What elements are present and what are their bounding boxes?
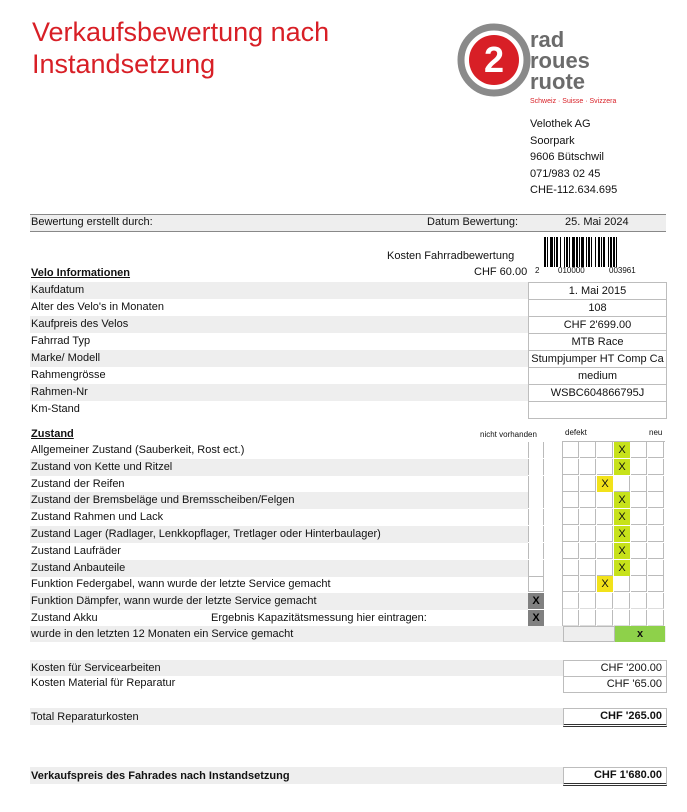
rating-cell[interactable] (631, 476, 647, 492)
velo-row-label: Km-Stand (31, 403, 80, 415)
service-cost-label: Kosten für Servicearbeiten (31, 662, 161, 674)
rating-cell[interactable] (631, 459, 647, 475)
col-not-available: nicht vorhanden (480, 430, 537, 439)
rating-cell[interactable] (563, 492, 579, 508)
rating-cell[interactable] (631, 492, 647, 508)
velo-row-label: Rahmen-Nr (31, 386, 88, 398)
rating-cell[interactable] (580, 509, 596, 525)
rating-cell[interactable] (648, 442, 664, 458)
not-available-checkbox[interactable] (528, 476, 544, 492)
barcode-bar (544, 237, 546, 267)
rating-cell[interactable] (648, 593, 664, 609)
rating-cell[interactable] (631, 593, 647, 609)
barcode-bar (566, 237, 568, 267)
condition-row-label: Funktion Dämpfer, wann wurde der letzte Service gemacht (31, 595, 317, 607)
barcode-number-left: 2 (535, 266, 540, 275)
not-available-checkbox[interactable] (528, 459, 544, 475)
address-line: Velothek AG (530, 118, 591, 130)
rating-cell[interactable] (580, 459, 596, 475)
rating-grid-top-border (563, 441, 665, 442)
rating-mark[interactable]: X (597, 576, 613, 592)
condition-row-label: Zustand Lager (Radlager, Lenkkopflager, Tretlager oder Hinterbaulager) (31, 528, 381, 540)
velo-info-heading: Velo Informationen (31, 267, 131, 279)
rating-cell[interactable] (648, 543, 664, 559)
rating-cell[interactable] (631, 509, 647, 525)
rating-mark[interactable]: X (614, 526, 630, 542)
rating-cell[interactable] (580, 492, 596, 508)
rating-cell[interactable] (597, 560, 613, 576)
rating-cell[interactable] (597, 543, 613, 559)
rating-cell[interactable] (563, 543, 579, 559)
barcode-number-right: 003961 (609, 266, 636, 275)
rating-cell[interactable] (631, 526, 647, 542)
rating-mark[interactable]: X (614, 492, 630, 508)
logo-digit: 2 (483, 39, 505, 80)
rating-cell[interactable] (648, 509, 664, 525)
address-line: CHE-112.634.695 (530, 184, 618, 196)
rating-cell[interactable] (648, 459, 664, 475)
barcode-bar (556, 237, 558, 267)
col-new: neu (649, 428, 663, 437)
velo-row-label: Marke/ Modell (31, 352, 101, 364)
barcode-bar (550, 237, 553, 267)
not-available-checkbox[interactable] (528, 442, 544, 458)
address-line: Soorpark (530, 134, 575, 147)
title-line-1: Verkaufsbewertung nach (32, 17, 330, 47)
sale-price-label: Verkaufspreis des Fahrades nach Instandsetzung (31, 770, 290, 782)
barcode-bar (598, 237, 600, 267)
rating-cell[interactable] (563, 459, 579, 475)
not-available-checkbox[interactable]: X (528, 593, 544, 609)
material-cost-label: Kosten Material für Reparatur (31, 677, 176, 689)
rating-cell[interactable] (614, 476, 630, 492)
barcode-bar (588, 237, 590, 267)
rating-cell[interactable] (648, 610, 664, 626)
logo-word-ruote: ruote (530, 69, 585, 94)
condition-heading: Zustand (31, 428, 74, 440)
barcode-bar (576, 237, 578, 267)
logo-word-roues: roues (530, 48, 590, 73)
rating-mark[interactable]: X (614, 459, 630, 475)
barcode-bar (603, 237, 605, 267)
barcode-bar (569, 237, 570, 267)
rating-cell[interactable] (648, 476, 664, 492)
not-available-checkbox[interactable] (528, 526, 544, 542)
title-line-2: Instandsetzung (32, 49, 216, 79)
rating-cell[interactable] (563, 442, 579, 458)
barcode-bar (601, 237, 602, 267)
barcode-bar (591, 237, 592, 267)
rating-cell[interactable] (631, 543, 647, 559)
rating-cell[interactable] (580, 593, 596, 609)
service-cost-value[interactable]: CHF '200.00 (563, 660, 667, 677)
cost-evaluation-value: CHF 60.00 (474, 266, 528, 278)
rating-cell[interactable] (614, 610, 630, 626)
rating-cell[interactable] (563, 593, 579, 609)
rating-cell[interactable] (563, 560, 579, 576)
rating-cell[interactable] (563, 476, 579, 492)
velo-row-value[interactable]: MTB Race (528, 333, 667, 351)
not-available-checkbox[interactable] (528, 560, 544, 576)
page-title (32, 16, 329, 80)
not-available-checkbox[interactable] (528, 576, 544, 592)
rating-cell[interactable] (580, 560, 596, 576)
rating-cell[interactable] (563, 509, 579, 525)
date-value[interactable]: 25. Mai 2024 (565, 216, 629, 228)
condition-row-label: Funktion Federgabel, wann wurde der letzte Service gemacht (31, 578, 331, 590)
akku-note: Ergebnis Kapazitätsmessung hier eintragen: (211, 612, 427, 624)
velo-row-label: Alter des Velo's in Monaten (31, 301, 164, 313)
company-logo (456, 22, 636, 108)
rating-mark[interactable]: X (614, 560, 630, 576)
velo-row-value[interactable]: 1. Mai 2015 (528, 282, 667, 300)
velo-row-value[interactable]: medium (528, 367, 667, 385)
condition-row-label: Zustand von Kette und Ritzel (31, 461, 173, 473)
rating-cell[interactable] (597, 610, 613, 626)
rating-cell[interactable] (580, 442, 596, 458)
barcode-bar (608, 237, 609, 267)
total-cost-label: Total Reparaturkosten (31, 711, 139, 723)
rating-cell[interactable] (648, 526, 664, 542)
barcode-bar (547, 237, 548, 267)
velo-row-value[interactable]: CHF 2'699.00 (528, 316, 667, 334)
condition-row-label: Allgemeiner Zustand (Sauberkeit, Rost ect.) (31, 444, 245, 456)
velo-row-label: Fahrrad Typ (31, 335, 91, 347)
not-available-checkbox[interactable] (528, 543, 544, 559)
rating-cell[interactable] (631, 442, 647, 458)
rating-mark[interactable]: X (614, 509, 630, 525)
barcode-bar (564, 237, 565, 267)
condition-row-label: Zustand der Reifen (31, 478, 125, 490)
service-label: wurde in den letzten 12 Monaten ein Service gemacht (31, 628, 294, 640)
not-available-checkbox[interactable]: X (528, 610, 544, 626)
rating-cell[interactable] (597, 492, 613, 508)
barcode-bar (595, 237, 596, 267)
rating-cell[interactable] (580, 476, 596, 492)
rating-cell[interactable] (648, 576, 664, 592)
rating-cell[interactable] (580, 576, 596, 592)
rating-mark[interactable]: X (614, 442, 630, 458)
address-line: 9606 Bütschwil (530, 151, 604, 163)
service-mark[interactable]: x (615, 626, 665, 642)
company-address (530, 116, 617, 199)
rating-cell[interactable] (597, 459, 613, 475)
rating-cell[interactable] (597, 442, 613, 458)
rating-cell[interactable] (597, 526, 613, 542)
velo-row-value[interactable] (528, 401, 667, 419)
barcode-bar (616, 237, 617, 267)
barcode-bar (572, 237, 575, 267)
velo-row-value[interactable]: 108 (528, 299, 667, 317)
not-available-checkbox[interactable] (528, 509, 544, 525)
address-line: 071/983 02 45 (530, 167, 601, 180)
condition-row-label: Zustand Laufräder (31, 545, 121, 557)
rating-mark[interactable]: X (614, 543, 630, 559)
condition-row-label: Zustand Rahmen und Lack (31, 511, 164, 523)
not-available-checkbox[interactable] (528, 492, 544, 508)
service-empty-cell[interactable] (563, 626, 615, 642)
rating-cell[interactable] (631, 560, 647, 576)
rating-cell[interactable] (597, 593, 613, 609)
rating-grid-left-border (562, 441, 563, 626)
condition-row-label: Zustand Anbauteile (31, 562, 126, 574)
velo-row-label: Rahmengrösse (31, 369, 106, 381)
rating-cell[interactable] (580, 526, 596, 542)
barcode-bar (613, 237, 615, 267)
rating-cell[interactable] (580, 543, 596, 559)
cost-evaluation-label: Kosten Fahrradbewertung (387, 250, 515, 262)
barcode-bar (581, 237, 584, 267)
logo-tagline: Schweiz · Suisse · Svizzera (530, 98, 617, 105)
barcode-bar (554, 237, 555, 267)
rating-cell[interactable] (648, 560, 664, 576)
velo-row-value[interactable]: WSBC604866795J (528, 384, 667, 402)
rating-cell[interactable] (563, 610, 579, 626)
created-by-label: Bewertung erstellt durch: (31, 216, 153, 228)
velo-row-label: Kaufdatum (31, 284, 85, 296)
barcode-bar (586, 237, 587, 267)
barcode-bar (560, 237, 561, 267)
rating-cell[interactable] (597, 509, 613, 525)
barcode-bar (579, 237, 580, 267)
rating-cell[interactable] (614, 576, 630, 592)
barcode-number-mid: 010000 (558, 266, 585, 275)
col-defect: defekt (565, 428, 587, 437)
rating-cell[interactable] (648, 492, 664, 508)
sale-price-value: CHF 1'680.00 (563, 767, 667, 786)
rating-cell[interactable] (580, 610, 596, 626)
total-cost-value: CHF '265.00 (563, 708, 667, 727)
logo-word-rad: rad (530, 27, 565, 52)
rating-cell[interactable] (631, 576, 647, 592)
rating-mark[interactable]: X (597, 476, 613, 492)
barcode-bar (610, 237, 612, 267)
velo-row-label: Kaufpreis des Velos (31, 318, 129, 330)
rating-cell[interactable] (631, 610, 647, 626)
condition-row-label: Zustand Akku (31, 612, 98, 624)
rating-cell[interactable] (614, 593, 630, 609)
velo-row-value[interactable]: Stumpjumper HT Comp Ca (528, 350, 667, 368)
rating-cell[interactable] (563, 526, 579, 542)
rating-cell[interactable] (563, 576, 579, 592)
material-cost-value[interactable]: CHF '65.00 (563, 676, 667, 693)
condition-row-label: Zustand der Bremsbeläge und Bremsscheiben/Felgen (31, 494, 295, 506)
date-label: Datum Bewertung: (427, 216, 519, 228)
